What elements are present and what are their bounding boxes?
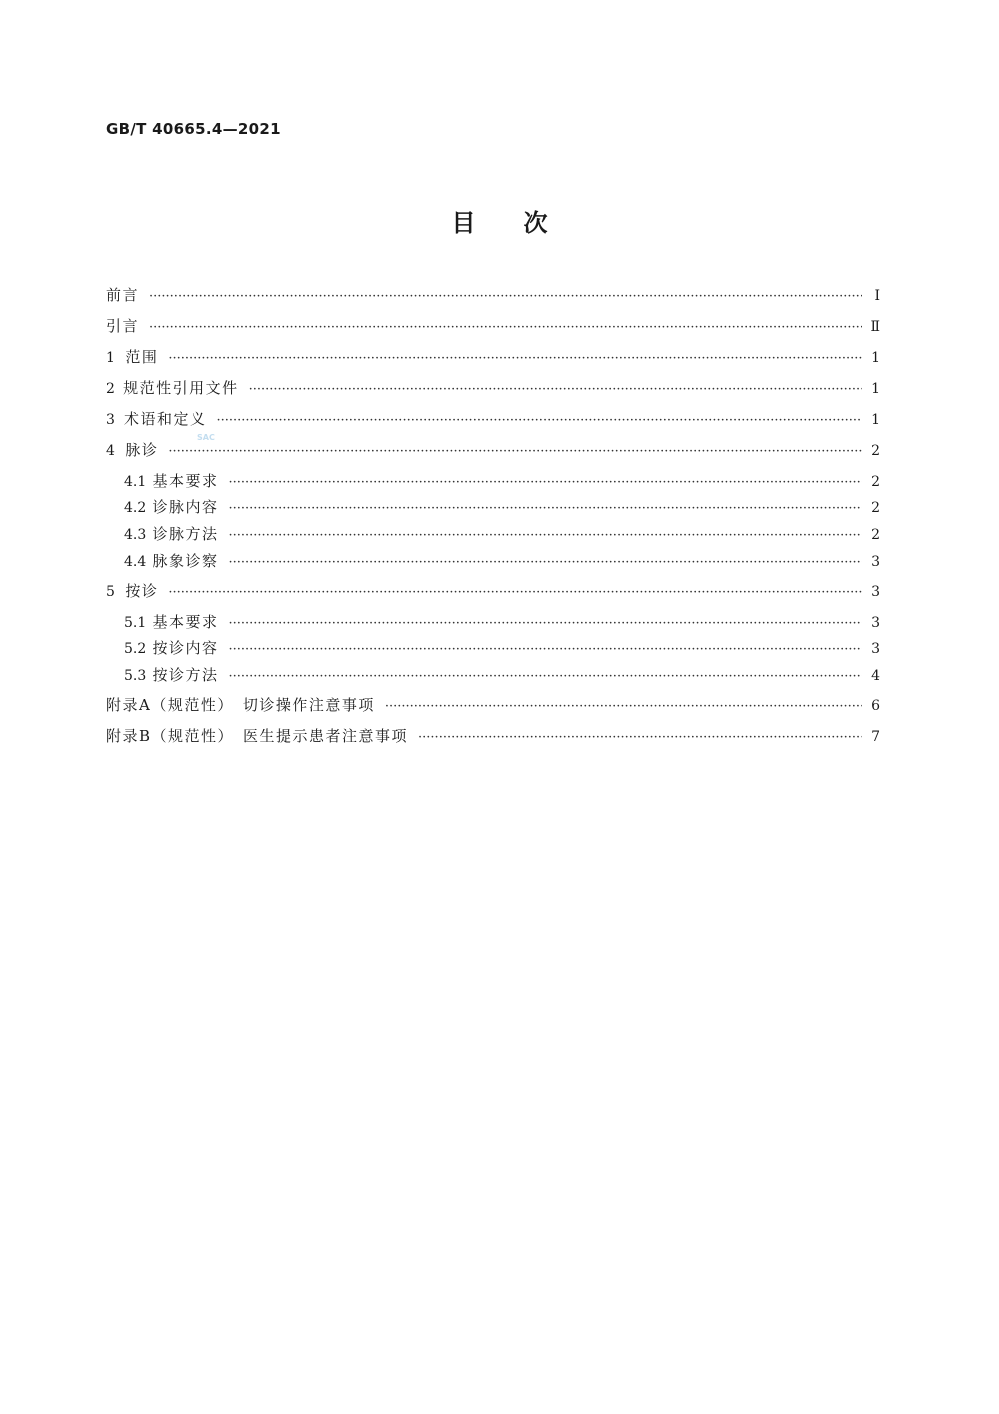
- toc-entry-label: 脉象诊察: [152, 552, 219, 570]
- toc-entry-label: 基本要求: [152, 613, 219, 631]
- toc-entry-1[interactable]: [106, 346, 880, 377]
- toc-entry-page: 2: [871, 474, 880, 490]
- toc-entry-number: 5.1: [124, 615, 147, 631]
- toc-entry-page: Ⅱ: [870, 319, 880, 335]
- toc-entry-page: 3: [871, 615, 880, 631]
- toc-entry-label: 诊脉方法: [152, 525, 219, 543]
- toc-entry-page: 1: [871, 381, 880, 397]
- toc-entry-number: 2: [106, 381, 115, 397]
- toc-entry-page: 2: [871, 443, 880, 459]
- toc-entry-4-2[interactable]: [106, 496, 880, 523]
- toc-entry-label: 术语和定义: [123, 410, 207, 428]
- dot-leader: [229, 501, 863, 516]
- dot-leader: [249, 382, 862, 397]
- dot-leader: [229, 555, 863, 570]
- toc-entry-number: 4.2: [124, 500, 147, 516]
- dot-leader: [229, 528, 863, 543]
- toc-entry-label: 附录A（规范性） 切诊操作注意事项: [106, 696, 375, 714]
- toc-entry-page: 1: [871, 350, 880, 366]
- toc-entry-page: 1: [871, 412, 880, 428]
- dot-leader: [229, 616, 863, 631]
- dot-leader: [149, 289, 862, 304]
- toc-entry-number: 4.1: [124, 474, 147, 490]
- toc-entry-label: 按诊方法: [152, 666, 219, 684]
- dot-leader: [168, 351, 862, 366]
- toc-entry-2[interactable]: [106, 377, 880, 408]
- toc-entry-number: 1: [106, 350, 115, 366]
- toc-entry-label: 前言: [106, 286, 140, 304]
- toc-entry-label: 按诊: [125, 582, 159, 600]
- toc-entry-foreword[interactable]: [106, 284, 880, 315]
- dot-leader: [168, 444, 862, 459]
- toc-entry-label: 基本要求: [152, 472, 219, 490]
- toc-entry-label: 按诊内容: [152, 639, 219, 657]
- toc-entry-5[interactable]: [106, 580, 880, 611]
- toc-entry-label: 规范性引用文件: [123, 379, 239, 397]
- toc-entry-5-3[interactable]: [106, 664, 880, 694]
- toc-entry-annex-a[interactable]: [106, 694, 880, 725]
- toc-entry-label: 诊脉内容: [152, 498, 219, 516]
- standard-code: GB/T 40665.4—2021: [106, 120, 281, 138]
- toc-entry-number: 4.3: [124, 527, 147, 543]
- toc-entry-number: 3: [106, 412, 115, 428]
- toc-entry-page: 2: [871, 527, 880, 543]
- toc-entry-page: 6: [871, 698, 880, 714]
- toc-entry-introduction[interactable]: [106, 315, 880, 346]
- toc-entry-page: 3: [871, 554, 880, 570]
- dot-leader: [229, 642, 863, 657]
- toc-entry-page: 3: [871, 584, 880, 600]
- toc-entry-page: 7: [871, 729, 880, 745]
- toc-entry-3[interactable]: [106, 408, 880, 439]
- dot-leader: [168, 585, 862, 600]
- toc-entry-4-4[interactable]: [106, 550, 880, 580]
- toc-entry-4-3[interactable]: [106, 523, 880, 550]
- toc-entry-page: Ⅰ: [874, 288, 880, 304]
- toc-entry-number: 4: [106, 443, 115, 459]
- table-of-contents: [106, 284, 880, 756]
- dot-leader: [216, 413, 862, 428]
- dot-leader: [229, 669, 863, 684]
- toc-entry-number: 5.2: [124, 641, 147, 657]
- dot-leader: [229, 475, 863, 490]
- toc-entry-number: 5: [106, 584, 115, 600]
- toc-entry-5-2[interactable]: [106, 637, 880, 664]
- toc-entry-page: 4: [871, 668, 880, 684]
- toc-entry-page: 2: [871, 500, 880, 516]
- toc-entry-label: 附录B（规范性） 医生提示患者注意事项: [106, 727, 409, 745]
- toc-entry-label: 引言: [106, 317, 140, 335]
- dot-leader: [385, 699, 862, 714]
- toc-title: 目次: [451, 209, 596, 237]
- sac-watermark: SAC: [197, 433, 215, 442]
- toc-entry-page: 3: [871, 641, 880, 657]
- toc-entry-label: 范围: [125, 348, 159, 366]
- toc-entry-label: 脉诊: [125, 441, 159, 459]
- toc-entry-number: 4.4: [124, 554, 147, 570]
- toc-entry-number: 5.3: [124, 668, 147, 684]
- toc-entry-4[interactable]: [106, 439, 880, 470]
- toc-entry-5-1[interactable]: [106, 611, 880, 637]
- dot-leader: [149, 320, 862, 335]
- toc-entry-4-1[interactable]: [106, 470, 880, 496]
- dot-leader: [418, 730, 862, 745]
- toc-entry-annex-b[interactable]: [106, 725, 880, 756]
